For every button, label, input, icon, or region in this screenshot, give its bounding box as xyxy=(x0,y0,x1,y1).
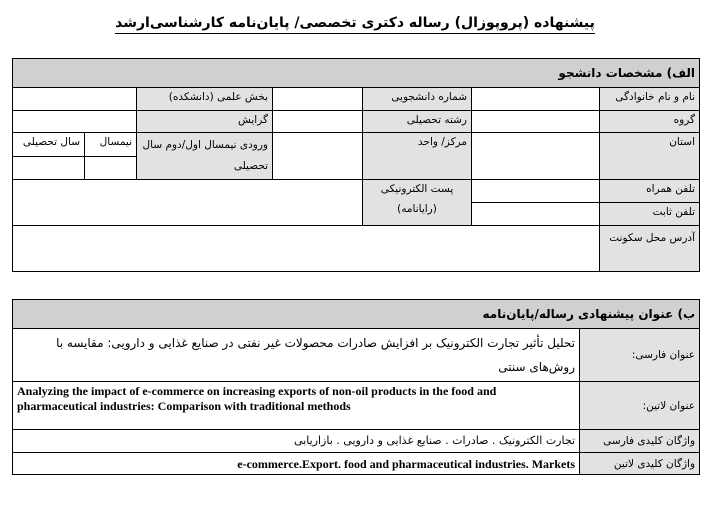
student-info-table xyxy=(12,58,700,272)
department-label: بخش علمی (دانشکده) xyxy=(137,88,273,111)
semester-label: نیمسال xyxy=(85,133,137,157)
mobile-phone-input[interactable] xyxy=(472,180,600,203)
address-label: آدرس محل سکونت xyxy=(600,226,700,272)
province-label: استان xyxy=(600,133,700,180)
landline-input[interactable] xyxy=(472,203,600,226)
persian-title-label: عنوان فارسی: xyxy=(580,329,700,382)
thesis-section-header: ب) عنوان پیشنهادی رساله/پایان‌نامه xyxy=(13,300,700,329)
full-name-input[interactable] xyxy=(472,88,600,111)
persian-title-value[interactable]: تحلیل تأثیر تجارت الکترونیک بر افزایش صادرات محصولات غیر نفتی در صنایع غذایی و دارویی: مقایسه با روش‌های سنتی xyxy=(13,329,580,382)
academic-year-label: سال تحصیلی xyxy=(13,133,85,157)
center-unit-input[interactable] xyxy=(273,133,363,180)
email-label-cell xyxy=(363,180,472,226)
document-title xyxy=(0,12,710,34)
email-label: پست الکترونیکی xyxy=(380,183,454,195)
document-title-text: پیشنهاده (پروپوزال) رساله دکتری تخصصی/ پایان‌نامه کارشناسی‌ارشد xyxy=(115,15,595,34)
latin-keywords-value[interactable]: e-commerce.Export. food and pharmaceutical industries. Markets xyxy=(13,453,580,475)
student-number-input[interactable] xyxy=(273,88,363,111)
semester-input[interactable] xyxy=(85,156,137,180)
student-section-header: الف) مشخصات دانشجو xyxy=(13,59,700,88)
student-number-label: شماره دانشجویی xyxy=(363,88,472,111)
email-input[interactable] xyxy=(13,180,363,226)
center-unit-label: مرکز/ واحد xyxy=(363,133,472,180)
province-input[interactable] xyxy=(472,133,600,180)
specialization-input[interactable] xyxy=(13,111,137,133)
full-name-label: نام و نام خانوادگی xyxy=(600,88,700,111)
persian-keywords-label: واژگان کلیدی فارسی xyxy=(580,430,700,453)
department-input[interactable] xyxy=(13,88,137,111)
group-input[interactable] xyxy=(472,111,600,133)
address-input[interactable] xyxy=(13,226,600,272)
landline-label: تلفن ثابت xyxy=(600,203,700,226)
group-label: گروه xyxy=(600,111,700,133)
latin-title-value[interactable]: Analyzing the impact of e-commerce on increasing exports of non-oil products in the food and pharmaceutical industries: Comparison with traditional methods xyxy=(13,382,580,430)
specialization-label: گرایش xyxy=(137,111,273,133)
persian-keywords-value[interactable]: تجارت الکترونیک . صادرات . صنایع غذایی و دارویی . بازاریابی xyxy=(13,430,580,453)
latin-title-label: عنوان لاتین: xyxy=(580,382,700,430)
mobile-phone-label: تلفن همراه xyxy=(600,180,700,203)
field-of-study-input[interactable] xyxy=(273,111,363,133)
latin-keywords-label: واژگان کلیدی لاتین xyxy=(580,453,700,475)
academic-year-input[interactable] xyxy=(13,156,85,180)
entry-semester-label: ورودی نیمسال اول/دوم سال تحصیلی xyxy=(137,133,273,180)
field-of-study-label: رشته تحصیلی xyxy=(363,111,472,133)
email-note: (رایانامه) xyxy=(397,203,437,215)
thesis-title-table xyxy=(12,299,700,475)
